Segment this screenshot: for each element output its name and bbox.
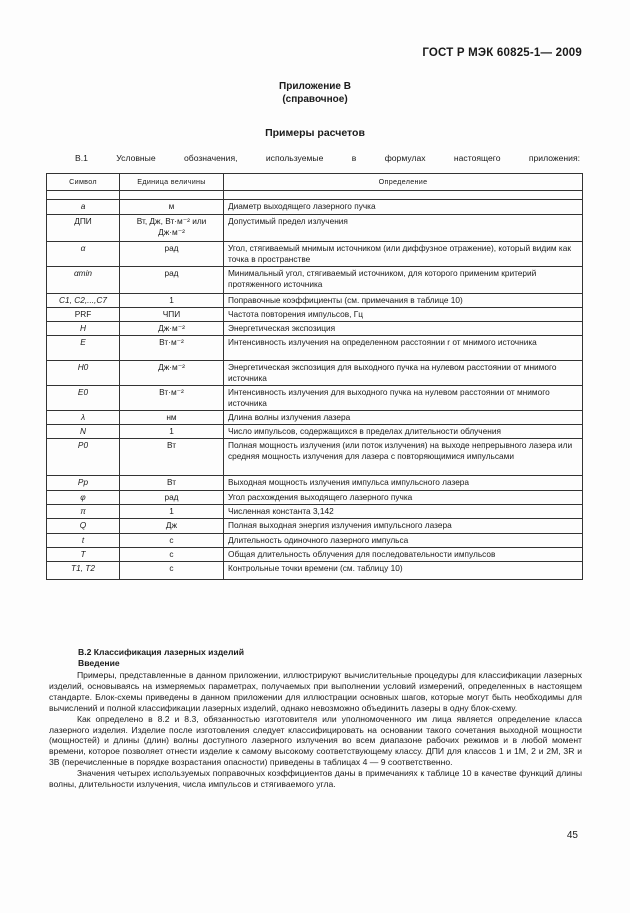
table-row xyxy=(47,425,583,439)
table-row xyxy=(47,267,583,294)
symbols-table xyxy=(46,173,583,580)
section2-title: В.2 Классификация лазерных изделий xyxy=(78,647,244,657)
cell-unit: рад xyxy=(120,242,224,267)
cell-symbol: a xyxy=(47,200,120,215)
cell-symbol: T xyxy=(47,548,120,562)
cell-unit: 1 xyxy=(120,505,224,519)
cell-unit: с xyxy=(120,548,224,562)
cell-unit: 1 xyxy=(120,294,224,308)
document-header: ГОСТ Р МЭК 60825-1— 2009 xyxy=(422,47,582,59)
paragraph: Как определено в 8.2 и 8.3, обязанностью изготовителя или уполномоченного им лица является определение класса лазерного изделия. Изделие после изготовления следует классифицировать на основании такого сочетания выходной мощности (мощностей) и длины (длин) волны доступного лазерного излучения во всем диапазоне рабочих режимов и в любой момент времени, которое позволяет отнести изделие к самому высокому соответствующему классу. ДПИ для классов 1 и 1М, 2 и 2М, 3R и 3В (перечисленные в порядке возрастания опасности) приведены в таблицах 4 — 9 соответственно. xyxy=(49,713,582,768)
cell-unit: рад xyxy=(120,267,224,294)
cell-def: Частота повторения импульсов, Гц xyxy=(224,308,583,322)
cell-unit: Вт·м⁻² xyxy=(120,336,224,361)
cell-symbol: H xyxy=(47,322,120,336)
table-row xyxy=(47,386,583,411)
table-row xyxy=(47,476,583,491)
table-row xyxy=(47,411,583,425)
cell-symbol: N xyxy=(47,425,120,439)
table-row xyxy=(47,308,583,322)
cell-unit: с xyxy=(120,562,224,580)
table-row xyxy=(47,361,583,386)
section2-heading xyxy=(78,647,244,668)
cell-symbol: t xyxy=(47,534,120,548)
cell-def: Угол, стягиваемый мнимым источником (или диффузное отражение), который видим как точка в пространстве xyxy=(224,242,583,267)
cell-symbol: π xyxy=(47,505,120,519)
cell-def: Интенсивность излучения для выходного пучка на нулевом расстоянии от мнимого источника xyxy=(224,386,583,411)
table-row xyxy=(47,491,583,505)
cell-def: Длительность одиночного лазерного импульса xyxy=(224,534,583,548)
appendix-subtitle: (справочное) xyxy=(282,94,348,105)
cell-unit: м xyxy=(120,200,224,215)
cell-symbol: E0 xyxy=(47,386,120,411)
table-header-row xyxy=(47,174,583,191)
cell-unit: нм xyxy=(120,411,224,425)
cell-def: Выходная мощность излучения импульса импульсного лазера xyxy=(224,476,583,491)
table-row xyxy=(47,336,583,361)
cell-def: Энергетическая экспозиция для выходного пучка на нулевом расстоянии от мнимого источника xyxy=(224,361,583,386)
cell-def: Энергетическая экспозиция xyxy=(224,322,583,336)
table-row xyxy=(47,519,583,534)
paragraph: Примеры, представленные в данном приложении, иллюстрируют вычислительные процедуры для классификации лазерных изделий, основываясь на измеряемых параметрах, получаемых при выполнении условий измерений, определенных в настоящем стандарте. Блок-схемы приведены в данном приложении для иллюстрации основных шагов, которые могут быть необходимы для вычислений и полной классификации лазерных изделий, однако невозможно объединить лазеры в одну блок-схему. xyxy=(49,670,582,713)
table-row xyxy=(47,200,583,215)
cell-symbol: H0 xyxy=(47,361,120,386)
cell-def: Длина волны излучения лазера xyxy=(224,411,583,425)
section2-subtitle: Введение xyxy=(78,657,120,668)
cell-symbol: αmin xyxy=(47,267,120,294)
table-row xyxy=(47,548,583,562)
cell-symbol: λ xyxy=(47,411,120,425)
cell-def: Допустимый предел излучения xyxy=(224,215,583,242)
header-unit: Единица величины xyxy=(120,174,224,191)
appendix-title: Приложение В xyxy=(279,81,351,92)
cell-unit: 1 xyxy=(120,425,224,439)
cell-unit: Дж·м⁻² xyxy=(120,322,224,336)
header-definition: Определение xyxy=(224,174,583,191)
cell-def: Интенсивность излучения на определенном расстоянии r от мнимого источника xyxy=(224,336,583,361)
section-title: Примеры расчетов xyxy=(265,127,365,139)
cell-def: Контрольные точки времени (см. таблицу 10) xyxy=(224,562,583,580)
cell-symbol: Q xyxy=(47,519,120,534)
cell-unit: Вт xyxy=(120,476,224,491)
paragraph: Значения четырех используемых поправочных коэффициентов даны в примечаниях к таблице 10 в качестве функций длины волны, длительности излучения, числа импульсов и стягиваемого угла. xyxy=(49,768,582,790)
cell-symbol: α xyxy=(47,242,120,267)
cell-symbol: ДПИ xyxy=(47,215,120,242)
cell-symbol: Pp xyxy=(47,476,120,491)
cell-unit: ЧПИ xyxy=(120,308,224,322)
table-row xyxy=(47,505,583,519)
table-spacer-row xyxy=(47,191,583,200)
table-row xyxy=(47,562,583,580)
cell-def: Диаметр выходящего лазерного пучка xyxy=(224,200,583,215)
cell-unit: Вт, Дж, Вт·м⁻² или Дж·м⁻² xyxy=(120,215,224,242)
table-row xyxy=(47,439,583,476)
cell-symbol: P0 xyxy=(47,439,120,476)
cell-unit: рад xyxy=(120,491,224,505)
cell-unit: Дж·м⁻² xyxy=(120,361,224,386)
cell-def: Число импульсов, содержащихся в пределах длительности облучения xyxy=(224,425,583,439)
cell-unit: Вт·м⁻² xyxy=(120,386,224,411)
table-row xyxy=(47,322,583,336)
body-text xyxy=(49,670,582,790)
cell-def: Полная мощность излучения (или поток излучения) на выходе непрерывного лазера или средняя мощность излучения для лазера с повторяющимися импульсами xyxy=(224,439,583,476)
table-row xyxy=(47,215,583,242)
table-row xyxy=(47,294,583,308)
cell-def: Минимальный угол, стягиваемый источником, для которого применим критерий протяженного источника xyxy=(224,267,583,294)
cell-unit: Дж xyxy=(120,519,224,534)
cell-unit: Вт xyxy=(120,439,224,476)
cell-symbol: E xyxy=(47,336,120,361)
cell-symbol: PRF xyxy=(47,308,120,322)
intro-text: В.1 Условные обозначения, используемые в формулах настоящего приложения: xyxy=(75,153,580,163)
header-symbol: Символ xyxy=(47,174,120,191)
table-row xyxy=(47,534,583,548)
table-row xyxy=(47,242,583,267)
cell-def: Поправочные коэффициенты (см. примечания в таблице 10) xyxy=(224,294,583,308)
cell-symbol: φ xyxy=(47,491,120,505)
cell-def: Общая длительность облучения для последовательности импульсов xyxy=(224,548,583,562)
cell-symbol: C1, C2,...,C7 xyxy=(47,294,120,308)
cell-def: Угол расхождения выходящего лазерного пучка xyxy=(224,491,583,505)
cell-symbol: T1, T2 xyxy=(47,562,120,580)
cell-unit: с xyxy=(120,534,224,548)
cell-def: Полная выходная энергия излучения импульсного лазера xyxy=(224,519,583,534)
page-number: 45 xyxy=(566,830,578,841)
cell-def: Численная константа 3,142 xyxy=(224,505,583,519)
appendix-heading xyxy=(0,80,630,106)
